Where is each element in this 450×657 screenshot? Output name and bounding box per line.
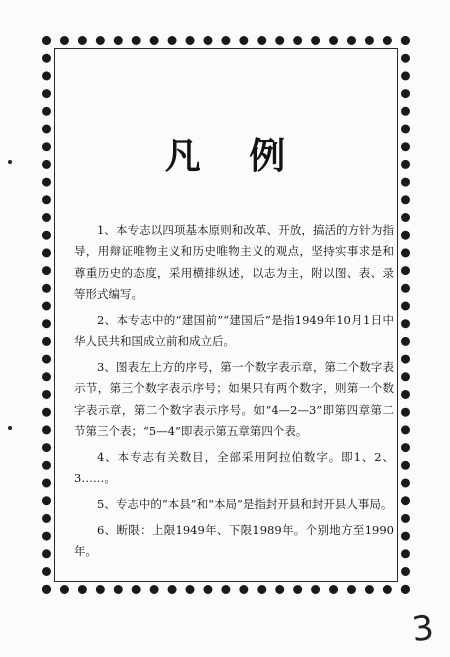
guideline-paragraph-5: 5、专志中的“本县”和“本局”是指封开县和封开县人事局。 [97, 496, 393, 511]
guideline-paragraph-1: 1、本专志以四项基本原则和改革、开放，搞活的方针为指导，用辩证唯物主义和历史唯物主义的观点，坚持实事求是和尊重历史的态度，采用横排纵述，以志为主，附以图、表、录等形式编写。 [74, 223, 394, 301]
margin-speck [8, 426, 12, 430]
page-title: 凡 例 [164, 135, 304, 177]
guideline-paragraph-2: 2、本专志中的“建国前”“建国后”是指1949年10月1日中华人民共和国成立前和成立后。 [74, 312, 394, 349]
guidelines-body [74, 220, 394, 567]
handwritten-page-number: 3 [409, 607, 436, 651]
guideline-paragraph-4: 4、本专志有关数目，全部采用阿拉伯数字。即1、2、3……。 [74, 449, 394, 486]
guideline-paragraph-3: 3、图表左上方的序号，第一个数字表示章，第二个数字表示节，第三个数字表示序号；如果只有两个数字，则第一个数字表示章，第二个数字表示序号。如“4—2—3”即第四章第二节第三个表；“5—4”即表示第五章第四个表。 [74, 359, 394, 438]
guideline-paragraph-6: 6、断限：上限1949年、下限1989年。个别地方至1990年。 [74, 522, 394, 559]
